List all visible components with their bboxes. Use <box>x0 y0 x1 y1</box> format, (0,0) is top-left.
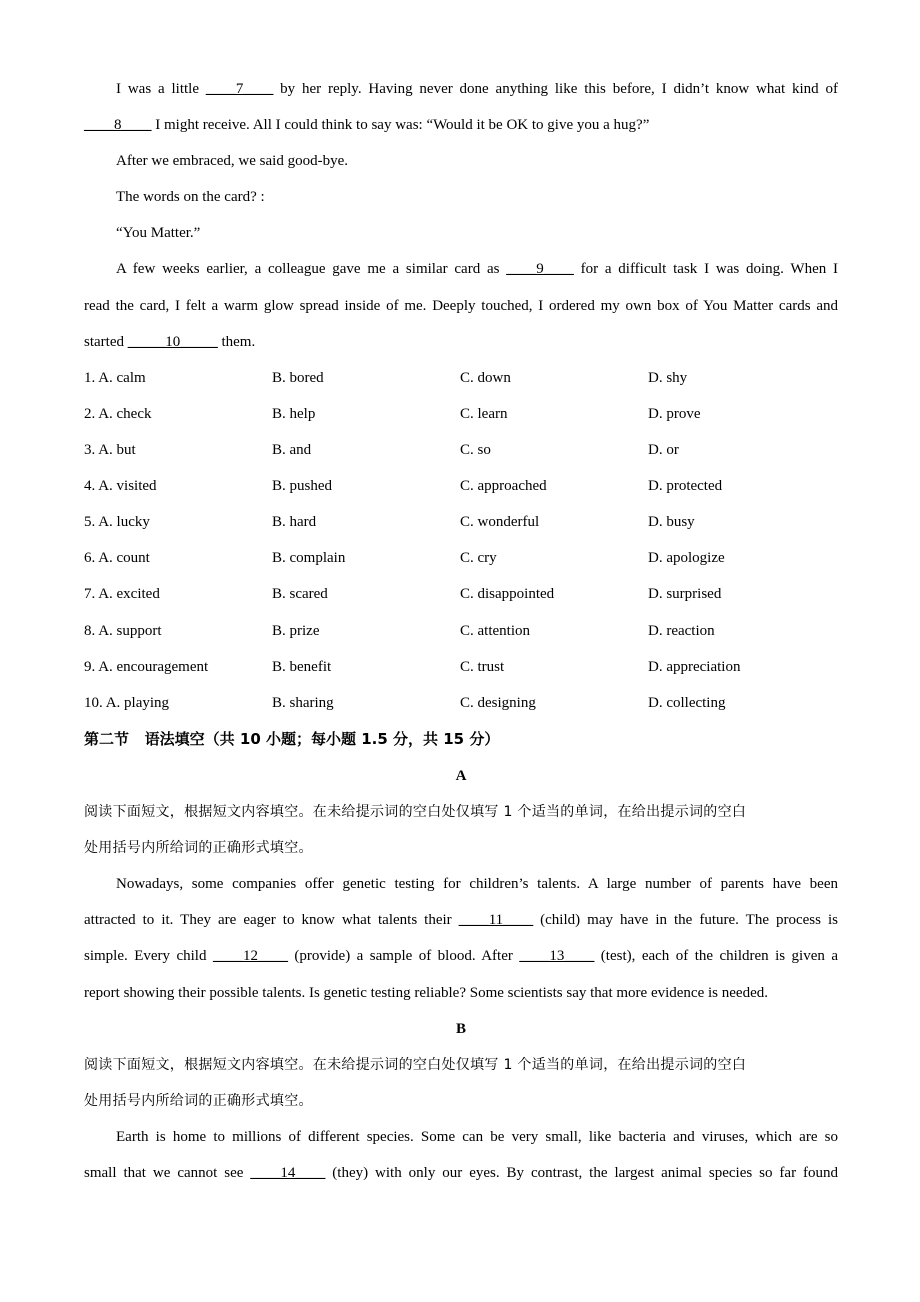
option-d: D. protected <box>648 478 723 494</box>
option-c: C. so <box>460 442 491 458</box>
option-c: C. disappointed <box>460 586 555 602</box>
option-c: C. attention <box>460 623 530 639</box>
option-d: D. busy <box>648 514 695 530</box>
option-b: B. scared <box>272 586 328 602</box>
option-c: C. approached <box>460 478 547 494</box>
blank-8: ____8____ <box>84 117 152 133</box>
option-b: B. hard <box>272 514 317 530</box>
question-row: 9. A. encouragement <box>84 659 209 675</box>
option-d: D. or <box>648 442 679 458</box>
option-b: B. sharing <box>272 695 334 711</box>
question-row: 6. A. count <box>84 550 150 566</box>
passage-line: After we embraced, we said good-bye. <box>116 153 348 169</box>
instruction-line: 处用括号内所给词的正确形式填空。 <box>84 1093 313 1109</box>
instruction-line: 处用括号内所给词的正确形式填空。 <box>84 840 313 856</box>
part-b-label: B <box>455 1021 466 1037</box>
passage-line: read the card, I felt a warm glow spread inside of me. Deeply touched, I ordered my own box of You Matter cards and <box>84 298 838 314</box>
question-row: 1. A. calm <box>84 370 146 386</box>
blank-14: ____14____ <box>250 1165 326 1181</box>
option-d: D. reaction <box>648 623 715 639</box>
blank-11: ____11____ <box>458 912 534 928</box>
question-row: 10. A. playing <box>84 695 170 711</box>
question-row: 3. A. but <box>84 442 136 458</box>
passage-line: I was a little ____7____ by her reply. Having never done anything like this before, I didn’t know what kind of <box>116 81 838 97</box>
instruction-line: 阅读下面短文，根据短文内容填空。在未给提示词的空白处仅填写 1 个适当的单词，在给出提示词的空白 <box>84 804 747 820</box>
option-b: B. prize <box>272 623 320 639</box>
blank-13: ____13____ <box>519 948 595 964</box>
blank-9: ____9____ <box>506 261 574 277</box>
option-b: B. help <box>272 406 316 422</box>
question-row: 5. A. lucky <box>84 514 150 530</box>
question-row: 4. A. visited <box>84 478 157 494</box>
part-a-label: A <box>455 768 467 784</box>
option-c: C. learn <box>460 406 508 422</box>
passage-line: started _____10_____ them. <box>84 334 256 350</box>
option-c: C. cry <box>460 550 497 566</box>
option-d: D. surprised <box>648 586 722 602</box>
passage-line: report showing their possible talents. Is genetic testing reliable? Some scientists say that more evidence is needed. <box>84 985 768 1001</box>
passage-line: small that we cannot see ____14____ (they) with only our eyes. By contrast, the largest animal species so far found <box>84 1165 838 1181</box>
question-row: 7. A. excited <box>84 586 160 602</box>
question-row: 8. A. support <box>84 623 162 639</box>
option-c: C. wonderful <box>460 514 540 530</box>
option-b: B. pushed <box>272 478 332 494</box>
option-b: B. benefit <box>272 659 332 675</box>
option-d: D. appreciation <box>648 659 741 675</box>
instruction-line: 阅读下面短文，根据短文内容填空。在未给提示词的空白处仅填写 1 个适当的单词，在给出提示词的空白 <box>84 1057 747 1073</box>
passage-line: “You Matter.” <box>116 225 201 241</box>
blank-7: ____7____ <box>205 81 274 97</box>
option-d: D. apologize <box>648 550 725 566</box>
option-b: B. bored <box>272 370 324 386</box>
passage-line: A few weeks earlier, a colleague gave me a similar card as ____9____ for a difficult task I was doing. When I <box>116 261 839 277</box>
passage-line: The words on the card? : <box>116 189 265 205</box>
question-row: 2. A. check <box>84 406 152 422</box>
option-c: C. trust <box>460 659 505 675</box>
passage-line: Earth is home to millions of different species. Some can be very small, like bacteria and viruses, which are so <box>116 1129 838 1145</box>
passage-line: simple. Every child ____12____ (provide) a sample of blood. After ____13____ (test), each of the children is given a <box>84 948 839 964</box>
option-c: C. down <box>460 370 511 386</box>
blank-10: _____10_____ <box>127 334 218 350</box>
blank-12: ____12____ <box>212 948 288 964</box>
passage-line: Nowadays, some companies offer genetic testing for children’s talents. A large number of parents have been <box>116 876 838 892</box>
option-d: D. prove <box>648 406 701 422</box>
passage-line: attracted to it. They are eager to know what talents their ____11____ (child) may have in the future. The process is <box>84 912 838 928</box>
option-b: B. and <box>272 442 312 458</box>
section-heading: 第二节 语法填空（共 10 小题；每小题 1.5 分，共 15 分） <box>84 730 500 748</box>
option-c: C. designing <box>460 695 536 711</box>
passage-line: ____8____ I might receive. All I could think to say was: “Would it be OK to give you a hug?” <box>84 117 650 133</box>
option-d: D. shy <box>648 370 688 386</box>
option-b: B. complain <box>272 550 346 566</box>
option-d: D. collecting <box>648 695 726 711</box>
